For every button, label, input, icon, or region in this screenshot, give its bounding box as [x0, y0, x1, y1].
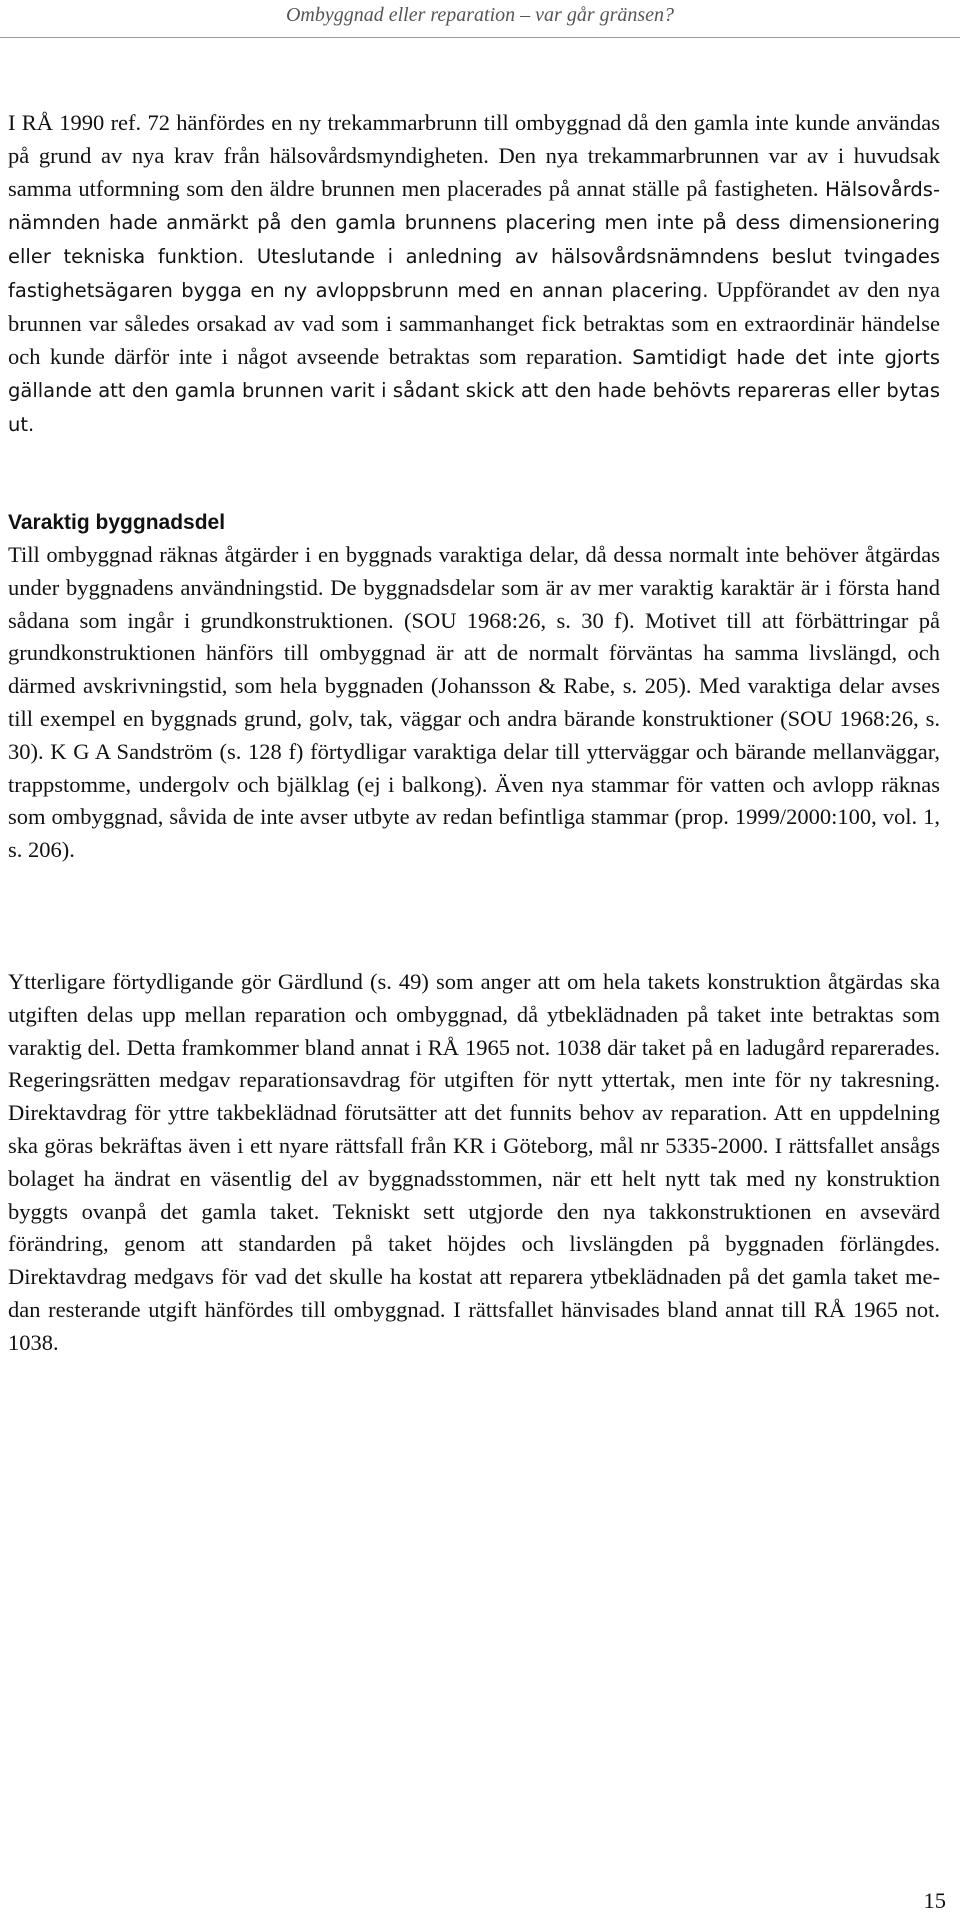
section-heading: Varaktig byggnadsdel — [8, 511, 226, 534]
paragraph-varaktig-byggnadsdel: Till ombyggnad räknas åtgärder i en byggnads varaktiga delar, då dessa normalt inte behöver åtgärdas under byggnadens användningstid. De byggnadsdelar som är av mer varaktig karaktär är i första hand sådana som ingår i grundkonstruktionen. (SOU 1968:26, s. 30 f). Motivet till att förbättringar på grundkonstruktionen hänförs till ombyggnad är att de normalt förväntas ha samma livslängd, och därmed avskrivningstid, som hela byggnaden (Johansson & Rabe, s. 205). Med varaktiga delar avses till exempel en byggnads grund, golv, tak, väggar och andra bärande konstruktioner (SOU 1968:26, s. 30). K G A Sandström (s. 128 f) förtydligar varaktiga delar till ytterväggar och bärande mellanväggar, trappstomme, undergolv och bjälklag (ej i balkong). Även nya stammar för vatten och avlopp räknas som ombyggnad, såvida de inte avser utbyte av redan befintliga stammar (prop. 1999/2000:100, vol. 1, s. 206). — [8, 542, 940, 863]
paragraph-case-ra-1990 — [8, 107, 940, 442]
paragraph-sentence: Uppförandet av den nya brunnen var således orsakad av vad som i sammanhanget fick betraktas som en extraordinär händelse och kunde därför inte i något avseende betraktas som reparation. — [8, 276, 940, 369]
header-rule — [0, 37, 960, 38]
paragraph-tak-rattsfall: Ytterligare förtydligande gör Gärdlund (s. 49) som anger att om hela takets konstruktion åtgärdas ska utgiften delas upp mellan reparation och ombyggnad, då ytbeklädnaden på taket inte betraktas som varaktig del. Detta framkommer bland annat i RÅ 1965 not. 1038 där taket på en ladugård reparerades. Regeringsrätten medgav reparationsavdrag för utgiften för nytt yttertak, men inte för ny takresning. Direktavdrag för yttre takbeklädnad förutsätter att det funnits behov av reparation. Att en uppdelning ska göras bekräftas även i ett nyare rättsfall från KR i Göteborg, mål nr 5335-2000. I rättsfallet ansågs bolaget ha ändrat en väsentlig del av byggnadsstommen, när ett helt nytt tak med ny konstruktion byggts ovanpå det gamla taket. Tekniskt sett utgjorde den nya takkonstruktionen en avsevärd förändring, genom att standarden på taket höjdes och livslängden på byggnaden förlängdes. Direktavdrag medgavs för vad det skulle ha kostat att reparera ytbeklädnaden på det gamla taket medan resterande utgift hänfördes till ombyggnad. I rättsfallet hänvisades bland annat till RÅ 1965 not. 1038. — [8, 969, 940, 1355]
paragraph-sentence: Hälsovårdsnämnden hade anmärkt på den gamla brunnens placering men inte på dess dimensionering eller tekniska funktion. Uteslutande i anledning av hälsovårdsnämndens beslut tvingades fastighetsägaren bygga en ny avloppsbrunn med en annan placering. — [8, 177, 941, 302]
running-header: Ombyggnad eller reparation – var går gränsen? — [285, 4, 675, 26]
paragraph-sentence: Samtidigt hade det inte gjorts gällande att den gamla brunnen varit i sådant skick att den hade behövts repareras eller bytas ut. — [8, 345, 940, 437]
page-number: 15 — [923, 1888, 946, 1913]
paragraph-sentence: I RÅ 1990 ref. 72 hänfördes en ny trekammarbrunn till ombyggnad då den gamla inte kunde användas på grund av nya krav från hälsovårdsmyndigheten. Den nya trekammarbrunnen var av i huvudsak samma utformning som den äldre brunnen men placerades på annat ställe på fastigheten. — [8, 110, 940, 201]
